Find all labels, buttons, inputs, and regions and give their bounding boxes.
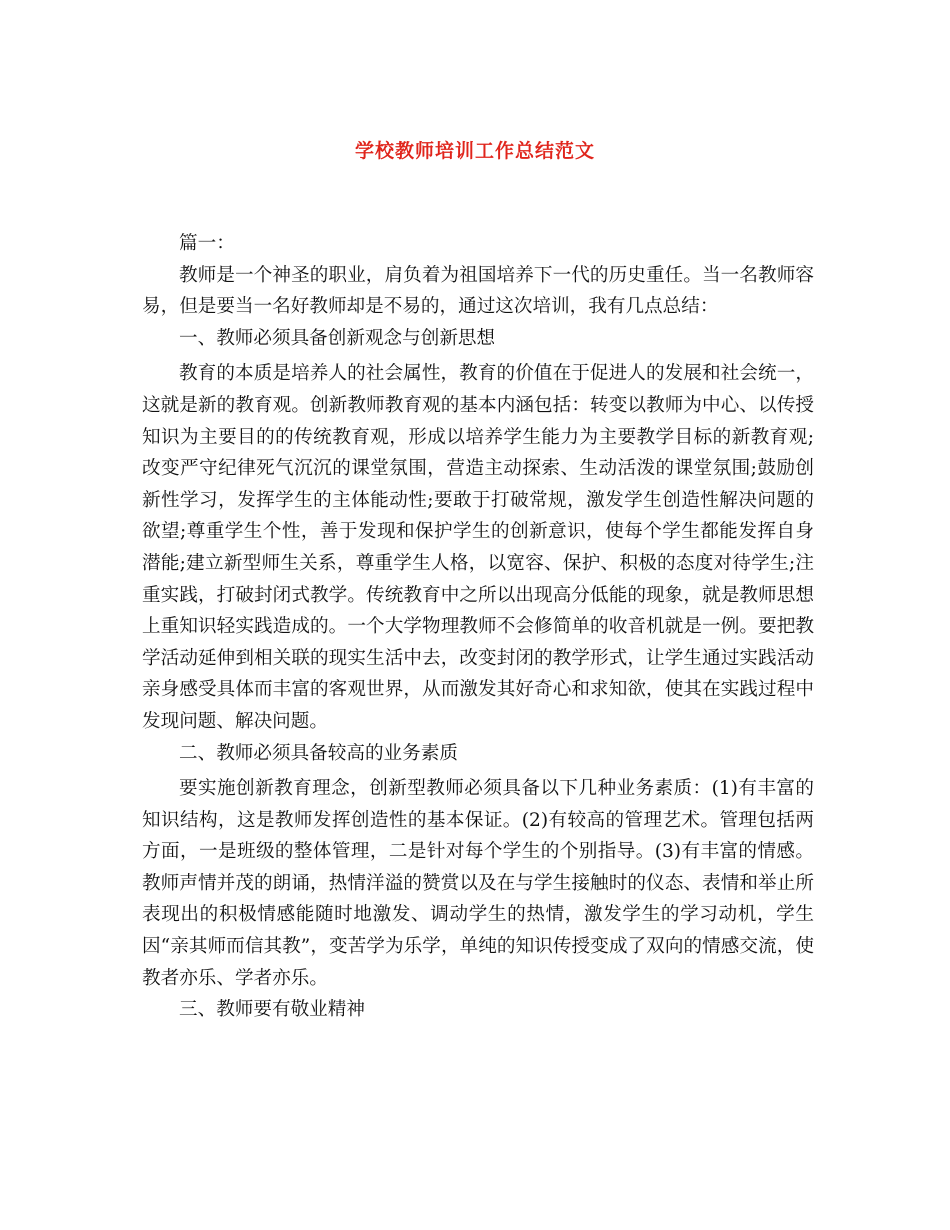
intro-paragraph: 教师是一个神圣的职业，肩负着为祖国培养下一代的历史重任。当一名教师容易，但是要当一名好教师却是不易的，通过这次培训，我有几点总结： <box>142 264 814 318</box>
paragraph-one: 教育的本质是培养人的社会属性，教育的价值在于促进人的发展和社会统一，这就是新的教育观。创新教师教育观的基本内涵包括：转变以教师为中心、以传授知识为主要目的的传统教育观，形成以培养学生能力为主要教学目标的新教育观;改变严守纪律死气沉沉的课堂氛围，营造主动探索、生动活泼的课堂氛围;鼓励创新性学习，发挥学生的主体能动性;要敢于打破常规，激发学生创造性解决问题的欲望;尊重学生个性，善于发现和保护学生的创新意识，使每个学生都能发挥自身潜能;建立新型师生关系，尊重学生人格，以宽容、保护、积极的态度对待学生;注重实践，打破封闭式教学。传统教育中之所以出现高分低能的现象，就是教师思想上重知识轻实践造成的。一个大学物理教师不会修简单的收音机就是一例。要把教学活动延伸到相关联的现实生活中去，改变封闭的教学形式，让学生通过实践活动亲身感受具体而丰富的客观世界，从而激发其好奇心和求知欲，使其在实践过程中发现问题、解决问题。 <box>142 363 814 732</box>
heading-two: 二、教师必须具备较高的业务素质 <box>179 742 458 764</box>
document-title: 学校教师培训工作总结范文 <box>354 140 595 162</box>
paragraph-two: 要实施创新教育理念，创新型教师必须具备以下几种业务素质：(1)有丰富的知识结构，这是教师发挥创造性的基本保证。(2)有较高的管理艺术。管理包括两方面，一是班级的整体管理，二是针对每个学生的个别指导。(3)有丰富的情感。教师声情并茂的朗诵，热情洋溢的赞赏以及在与学生接触时的仪态、表情和举止所表现出的积极情感能随时地激发、调动学生的热情，激发学生的学习动机，学生因“亲其师而信其教”，变苦学为乐学，单纯的知识传授变成了双向的情感交流，使教者亦乐、学者亦乐。 <box>142 778 814 989</box>
heading-one: 一、教师必须具备创新观念与创新思想 <box>179 327 496 349</box>
heading-three: 三、教师要有敬业精神 <box>179 999 365 1021</box>
section-label: 篇一： <box>179 233 235 254</box>
document-body <box>142 228 814 1026</box>
